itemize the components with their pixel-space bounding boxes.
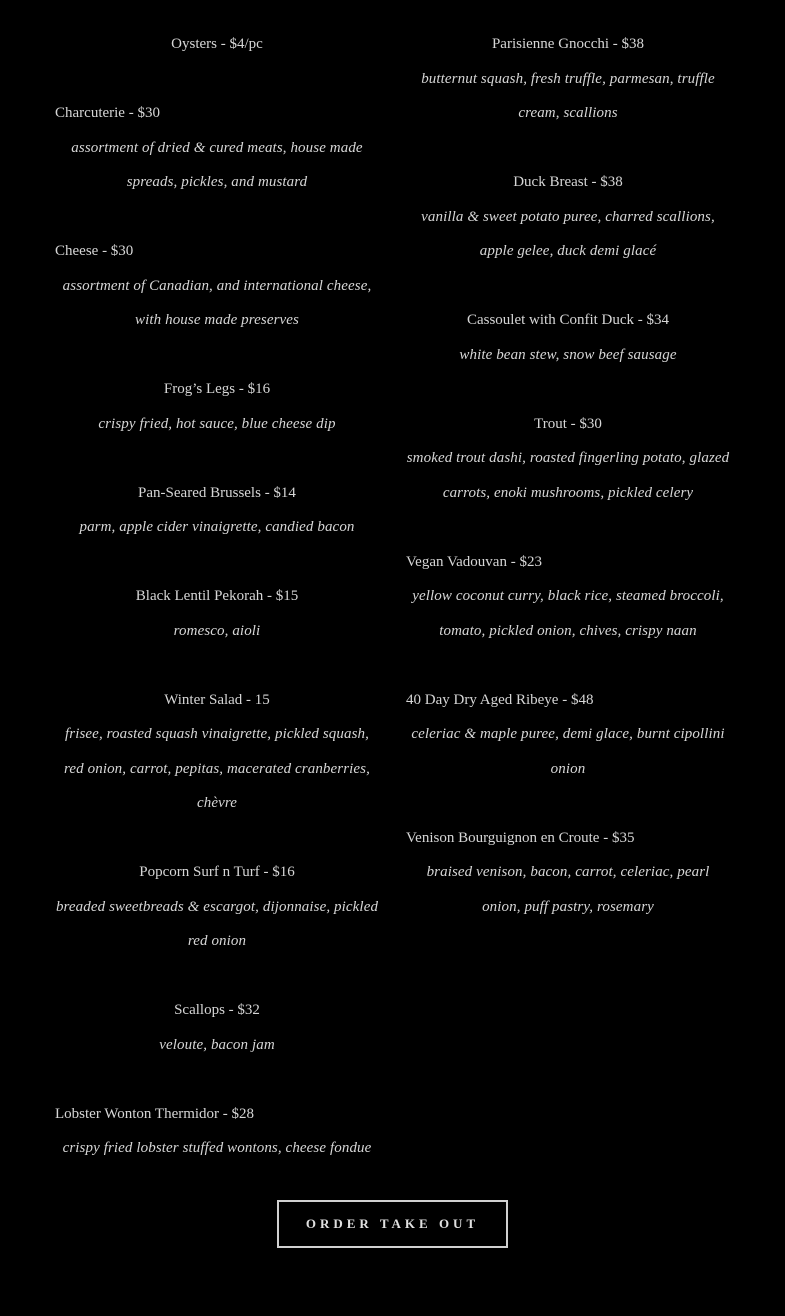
- menu-item-description: braised venison, bacon, carrot, celeriac, pearl onion, puff pastry, rosemary: [426, 864, 710, 915]
- menu-item-description: white bean stew, snow beef sausage: [459, 346, 677, 363]
- menu-item-title: Charcuterie - $30: [55, 105, 160, 121]
- menu-item-surf-n-turf: [55, 855, 379, 959]
- menu-item-description: assortment of Canadian, and international cheese, with house made preserves: [62, 277, 372, 328]
- menu-item-venison: [406, 821, 730, 925]
- menu-item-title: Popcorn Surf n Turf - $16: [139, 864, 295, 880]
- menu-item-description: butternut squash, fresh truffle, parmesan, truffle cream, scallions: [421, 70, 715, 121]
- menu-item-brussels: [55, 476, 379, 545]
- menu-item-description: crispy fried lobster stuffed wontons, cheese fondue: [62, 1140, 372, 1156]
- menu-item-description: assortment of dried & cured meats, house made spreads, pickles, and mustard: [71, 139, 363, 190]
- menu-item-description: veloute, bacon jam: [159, 1036, 275, 1053]
- menu-item-title: Oysters - $4/pc: [171, 36, 263, 52]
- menu-item-description: romesco, aioli: [173, 622, 261, 639]
- menu-item-winter-salad: [55, 683, 379, 821]
- menu-item-duck-breast: [406, 165, 730, 269]
- menu-item-lobster-wonton: [55, 1097, 379, 1166]
- menu-column-right: [406, 27, 730, 959]
- menu-item-frogs-legs: [55, 372, 379, 441]
- menu-item-description: vanilla & sweet potato puree, charred scallions, apple gelee, duck demi glacé: [421, 208, 715, 259]
- menu-item-cassoulet: [406, 303, 730, 372]
- menu-item-trout: [406, 407, 730, 511]
- menu-item-description: frisee, roasted squash vinaigrette, pickled squash, red onion, carrot, pepitas, macerated cranberries, chèvre: [64, 726, 370, 811]
- menu-item-title: Pan-Seared Brussels - $14: [138, 484, 296, 501]
- menu-item-gnocchi: [406, 27, 730, 131]
- menu-item-title: Parisienne Gnocchi - $38: [491, 36, 645, 52]
- menu-item-title: Lobster Wonton Thermidor - $28: [55, 1105, 255, 1122]
- menu-item-cheese: [55, 234, 379, 338]
- menu-item-title: Scallops - $32: [174, 1002, 260, 1018]
- menu-item-title: Trout - $30: [534, 415, 602, 432]
- menu-item-oysters: [55, 27, 379, 62]
- menu-item-description: celeriac & maple puree, demi glace, burnt cipollini onion: [411, 726, 725, 777]
- menu-item-description: breaded sweetbreads & escargot, dijonnaise, pickled red onion: [55, 898, 379, 949]
- menu-item-title: Duck Breast - $38: [513, 174, 623, 190]
- menu-item-description: parm, apple cider vinaigrette, candied bacon: [79, 519, 355, 535]
- menu-item-title: 40 Day Dry Aged Ribeye - $48: [406, 691, 594, 708]
- menu-item-description: crispy fried, hot sauce, blue cheese dip: [98, 415, 336, 432]
- menu-item-scallops: [55, 993, 379, 1062]
- menu-item-vegan-vadouvan: [406, 545, 730, 649]
- order-take-out-button[interactable]: [277, 1200, 508, 1248]
- menu-item-description: smoked trout dashi, roasted fingerling potato, glazed carrots, enoki mushrooms, pickled celery: [406, 450, 730, 501]
- menu-item-title: Venison Bourguignon en Croute - $35: [406, 829, 635, 846]
- menu-item-description: yellow coconut curry, black rice, steamed broccoli, tomato, pickled onion, chives, crispy naan: [412, 588, 724, 639]
- menu-item-title: Winter Salad - 15: [164, 691, 270, 708]
- menu-item-pekorah: [55, 579, 379, 648]
- menu-item-title: Vegan Vadouvan - $23: [406, 553, 542, 570]
- menu-item-title: Cheese - $30: [55, 243, 134, 259]
- menu-item-title: Cassoulet with Confit Duck - $34: [466, 312, 670, 328]
- menu-item-charcuterie: [55, 96, 379, 200]
- menu-item-ribeye: [406, 683, 730, 787]
- menu-item-title: Frog’s Legs - $16: [163, 381, 271, 397]
- menu-item-title: Black Lentil Pekorah - $15: [135, 588, 299, 604]
- order-take-out-label: ORDER TAKE OUT: [305, 1216, 480, 1231]
- menu-column-left: [55, 27, 379, 1200]
